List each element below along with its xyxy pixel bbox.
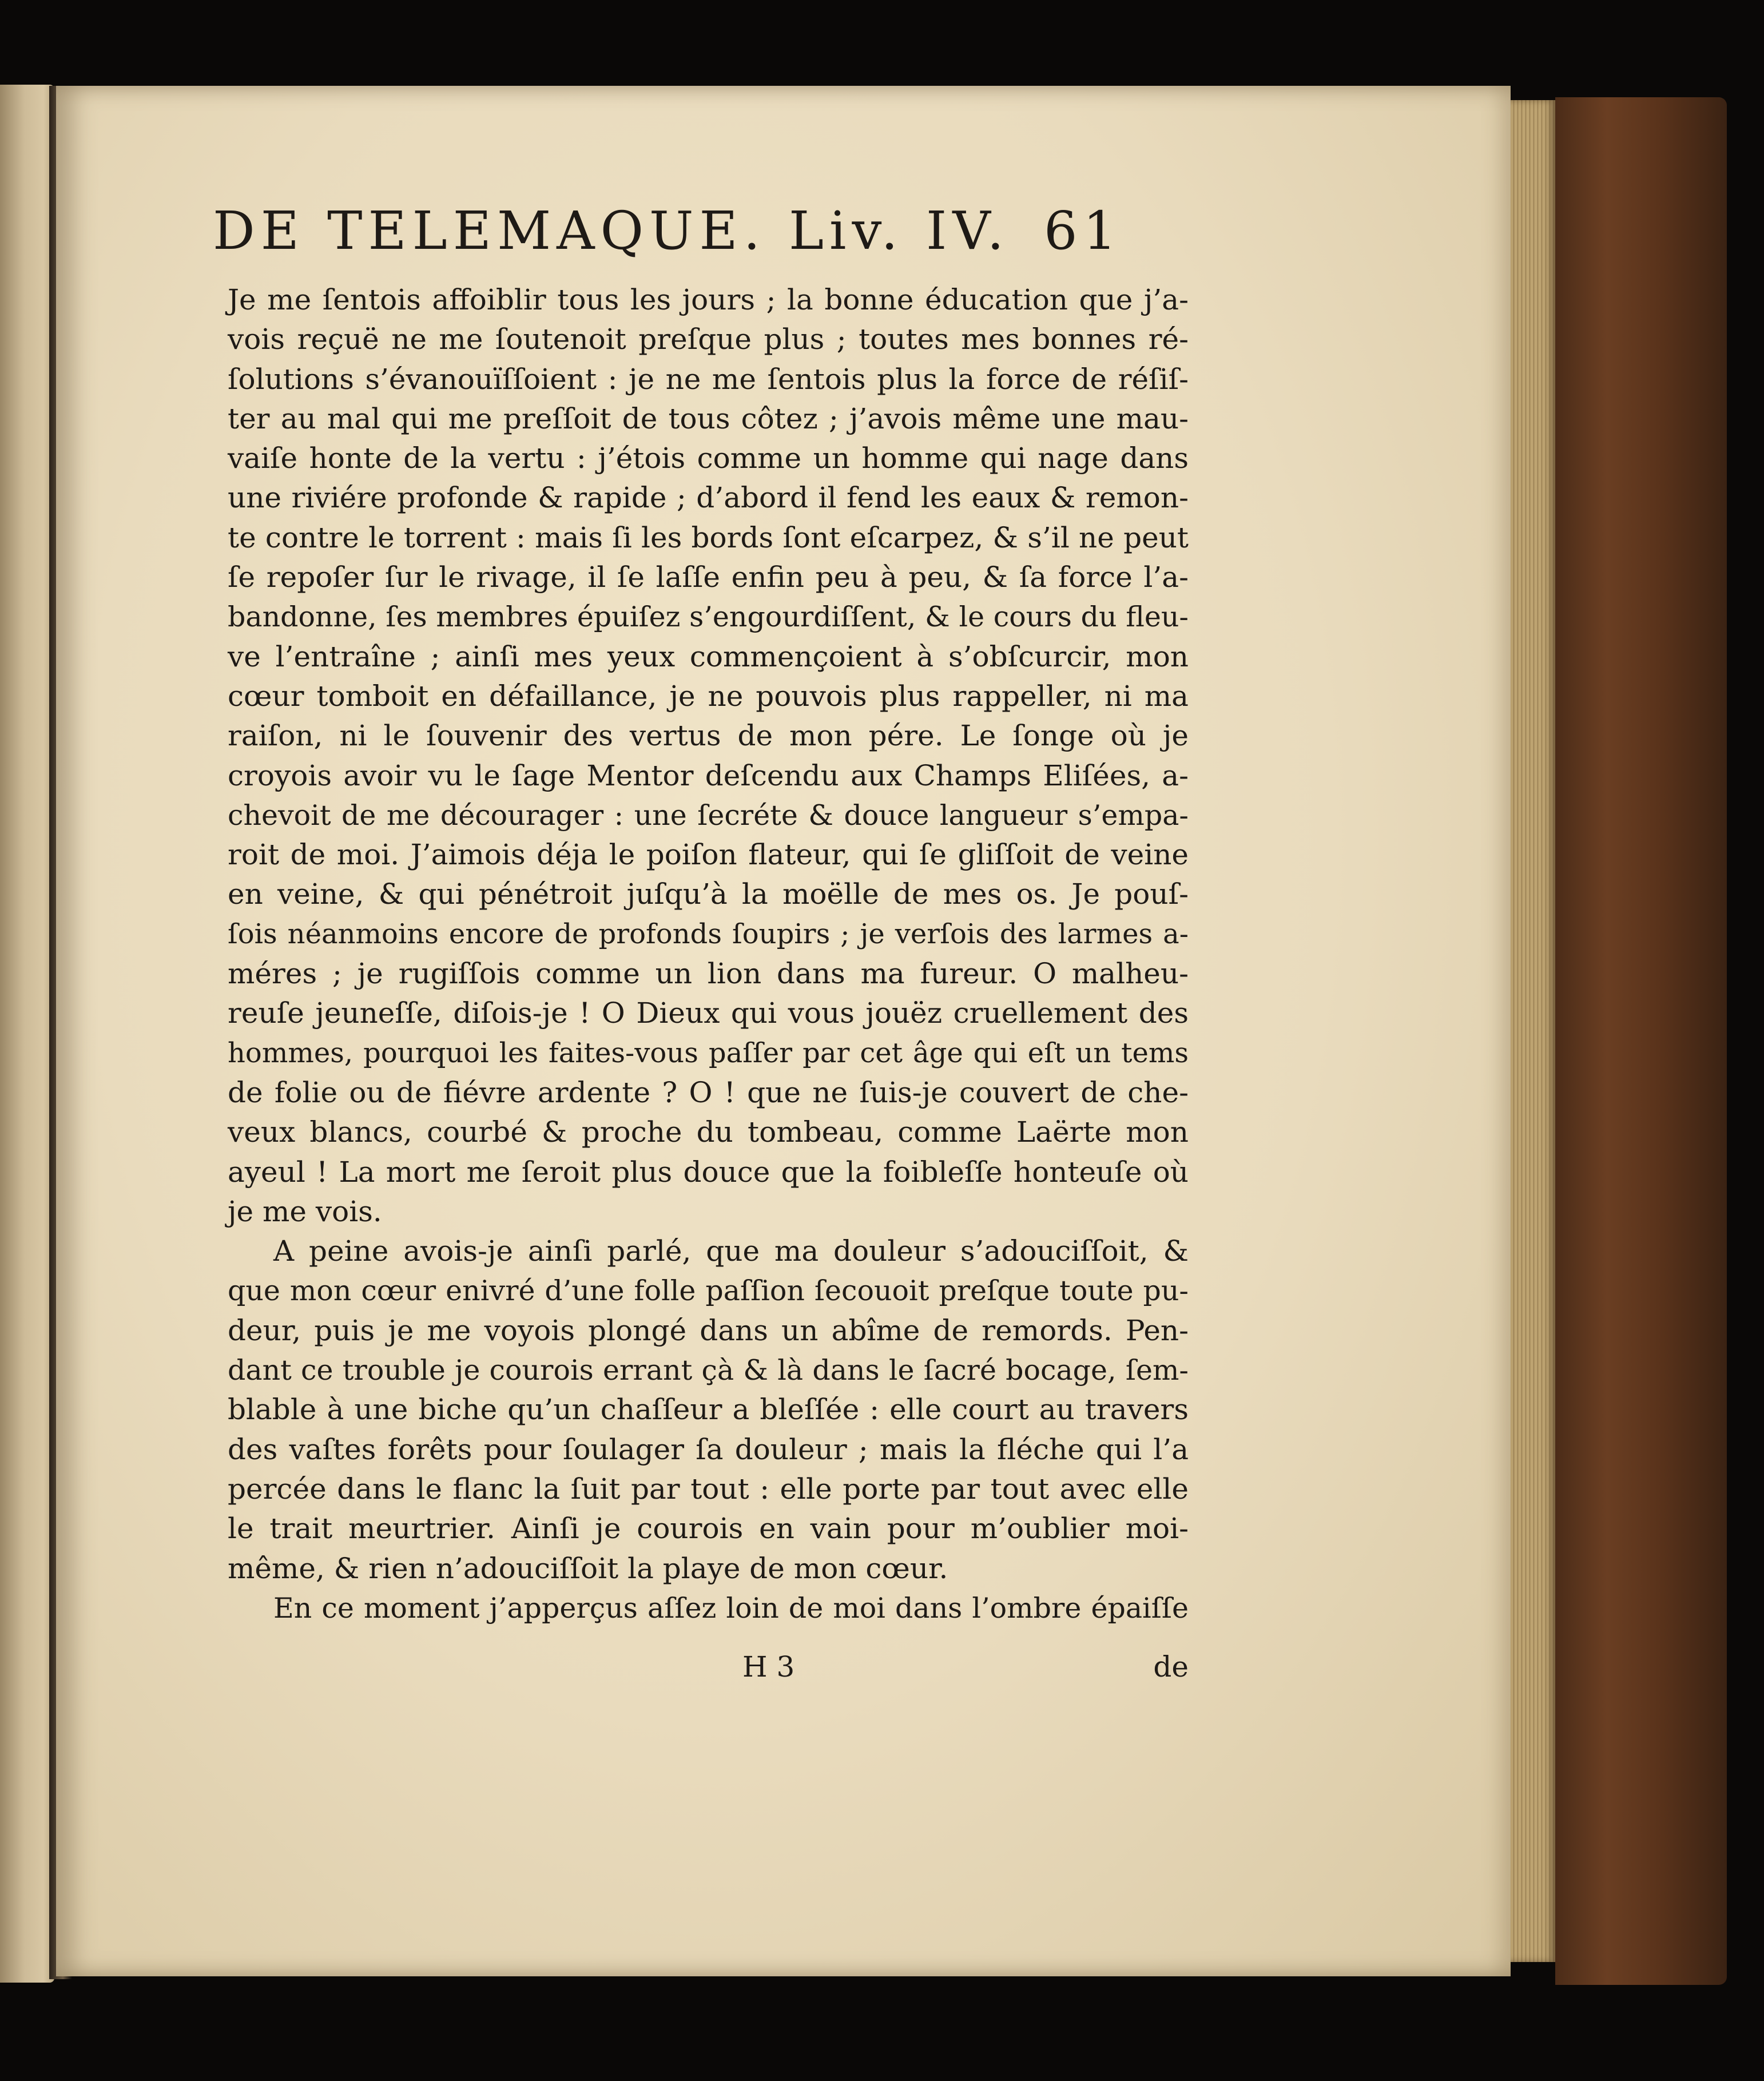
text-line: deur, puis je me voyois plongé dans un abîme de remords. Pen-	[228, 1313, 1189, 1347]
text-line: te contre le torrent : mais ſi les bords ſont eſcarpez, & s’il ne peut	[228, 521, 1189, 554]
text-line: chevoit de me décourager : une ſecréte & douce langueur s’empa-	[228, 799, 1189, 832]
running-head	[213, 200, 1185, 269]
page-footer	[228, 1650, 1189, 1690]
text-line: le trait meurtrier. Ainſi je courois en vain pour m’oublier moi-	[228, 1512, 1189, 1546]
text-line: ter au mal qui me preſſoit de tous côtez ; j’avois même une mau-	[228, 402, 1189, 435]
text-line: bandonne, ſes membres épuiſez s’engourdiſſent, & le cours du fleu-	[228, 601, 1189, 634]
page-fore-edge	[1511, 100, 1555, 1962]
text-line: ve l’entraîne ; ainſi mes yeux commençoient à s’obſcurcir, mon	[228, 640, 1189, 673]
book-number: Liv. IV.	[788, 200, 1010, 261]
text-line: croyois avoir vu le ſage Mentor deſcendu aux Champs Eliſées, a-	[228, 758, 1189, 792]
text-line: cœur tomboit en défaillance, je ne pouvois plus rappeller, ni ma	[228, 679, 1189, 713]
text-line: en veine, & qui pénétroit juſqu’à la moëlle de mes os. Je pouſ-	[228, 877, 1189, 911]
running-title: DE TELEMAQUE.	[213, 200, 766, 261]
text-line: reuſe jeuneſſe, diſois-je ! O Dieux qui vous jouëz cruellement des	[228, 996, 1189, 1030]
text-line: vaiſe honte de la vertu : j’étois comme un homme qui nage dans	[228, 442, 1189, 475]
text-line: roit de moi. J’aimois déja le poiſon flateur, qui ſe gliſſoit de veine	[228, 838, 1189, 872]
text-line: A peine avois-je ainſi parlé, que ma douleur s’adouciſſoit, &	[273, 1234, 1189, 1268]
text-line: méres ; je rugiſſois comme un lion dans ma fureur. O malheu-	[228, 957, 1189, 991]
leather-cover	[1555, 97, 1727, 1985]
catchword: de	[1153, 1650, 1189, 1683]
text-line: ayeul ! La mort me ſeroit plus douce que la foibleſſe honteuſe où	[228, 1155, 1189, 1189]
text-line: dant ce trouble je courois errant çà & là dans le ſacré bocage, ſem-	[228, 1354, 1189, 1387]
text-line: une riviére profonde & rapide ; d’abord il fend les eaux & remon-	[228, 481, 1189, 515]
text-line: ſois néanmoins encore de profonds ſoupirs ; je verſois des larmes a-	[228, 918, 1189, 950]
text-line: des vaſtes forêts pour ſoulager ſa douleur ; mais la fléche qui l’a	[228, 1432, 1189, 1466]
text-line: veux blancs, courbé & proche du tombeau, comme Laërte mon	[228, 1115, 1189, 1149]
text-line: percée dans le flanc la ſuit par tout : elle porte par tout avec elle	[228, 1472, 1189, 1506]
signature-mark: H 3	[742, 1650, 795, 1683]
text-line: que mon cœur enivré d’une folle paſſion ſecouoit preſque toute pu-	[228, 1274, 1189, 1308]
text-line: vois reçuë ne me ſoutenoit preſque plus ; toutes mes bonnes ré-	[228, 323, 1189, 356]
text-line: de folie ou de fiévre ardente ? O ! que ne ſuis-je couvert de che-	[228, 1075, 1189, 1109]
text-line: blable à une biche qu’un chaſſeur a bleſſée : elle court au travers	[228, 1393, 1189, 1427]
text-line: Je me ſentois affoiblir tous les jours ; la bonne éducation que j’a-	[228, 283, 1189, 316]
text-line: ſolutions s’évanouïſſoient : je ne me ſentois plus la force de réſiſ-	[228, 362, 1189, 396]
text-line: même, & rien n’adouciſſoit la playe de mon cœur.	[228, 1551, 948, 1585]
text-line: hommes, pourquoi les faites-vous paſſer par cet âge qui eſt un tems	[228, 1036, 1189, 1069]
page-number: 61	[1043, 200, 1123, 261]
body-text	[228, 280, 1189, 1628]
text-line: ſe repoſer ſur le rivage, il ſe laſſe enfin peu à peu, & ſa force l’a-	[228, 561, 1189, 594]
text-line: je me vois.	[228, 1194, 382, 1228]
left-page-edge	[0, 85, 54, 1983]
text-line: En ce moment j’apperçus aſſez loin de moi dans l’ombre épaiſſe	[273, 1591, 1189, 1625]
text-line: raiſon, ni le ſouvenir des vertus de mon pére. Le ſonge où je	[228, 719, 1189, 753]
